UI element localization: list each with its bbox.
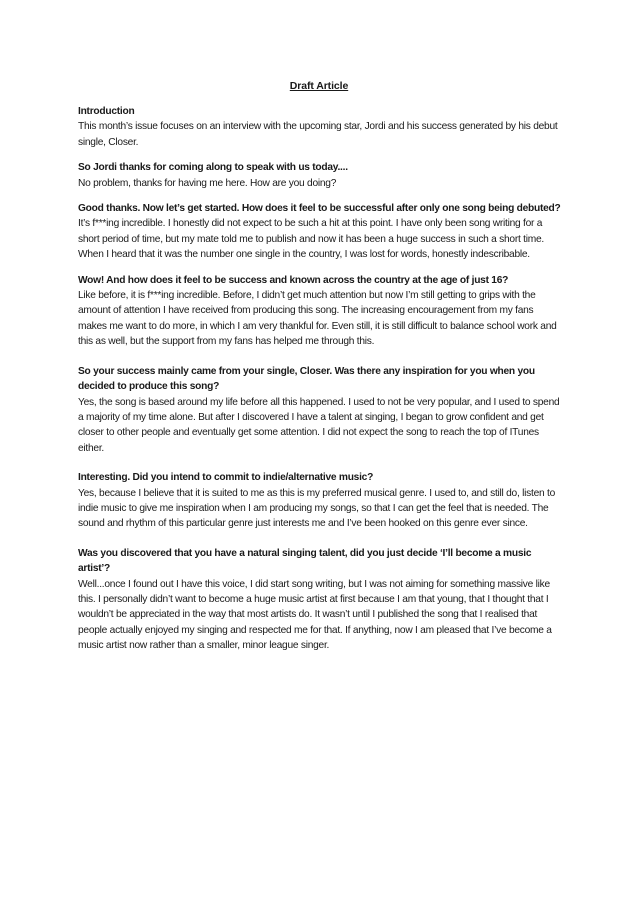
answer-2: It’s f***ing incredible. I honestly did not expect to be such a hit at this point. I have only been song writing for a short period of time, but my mate told me to publish and now it has been a huge success in such a short time. When I heard that it was the number one single in the country, I was lost for words, honestly indescribable. [78, 218, 544, 261]
question-3: Wow! And how does it feel to be success and known across the country at the age of just 16? [78, 274, 509, 286]
question-2: Good thanks. Now let’s get started. How does it feel to be successful after only one song being debuted? [78, 203, 561, 215]
answer-4: Yes, the song is based around my life before all this happened. I used to not be very popular, and I used to spend a majority of my time alone. But after I discovered I have a talent at singing, I began to grow confident and get closer to other people and eventually get some attention. I did not expect the song to reach the top of ITunes either. [78, 396, 560, 454]
qa-block-5 [78, 470, 564, 532]
question-6: Was you discovered that you have a natural singing talent, did you just decide ‘I’ll become a music artist’? [78, 547, 532, 575]
question-1: So Jordi thanks for coming along to speak with us today.... [78, 162, 348, 174]
qa-block-6 [78, 546, 564, 654]
question-5: Interesting. Did you intend to commit to indie/alternative music? [78, 472, 374, 484]
answer-6: Well...once I found out I have this voice, I did start song writing, but I was not aiming for something massive like this. I personally didn’t want to become a huge music artist at first because I am that young, that I thought that I wouldn’t be appreciated in the way that most artists do. It wasn’t until I published the song that I realised that people actually enjoyed my singing and respected me for that. If anything, now I am pleased that I’ve become a music artist now rather than a smaller, minor league singer. [78, 578, 552, 652]
answer-5: Yes, because I believe that it is suited to me as this is my preferred musical genre. I used to, and still do, listen to indie music to give me inspiration when I am producing my songs, so that I can get the feel that is needed. The sound and rhythm of this particular genre just interests me and I’ve been hooked on this genre ever since. [78, 487, 555, 530]
intro-section [78, 104, 564, 150]
answer-3: Like before, it is f***ing incredible. Before, I didn’t get much attention but now I’m still getting to grips with the amount of attention I have received from producing this song. The increasing encouragement from my fans makes me want to do more, in which I am very thankful for. Even still, it is still difficult to balance school work and this as well, but the support from my fans has helped me through this. [78, 290, 557, 348]
qa-block-4 [78, 364, 564, 456]
article-title: Draft Article [289, 80, 349, 92]
intro-text: This month’s issue focuses on an interview with the upcoming star, Jordi and his success generated by his debut single, Closer. [78, 121, 558, 148]
article-body [78, 104, 564, 654]
question-4: So your success mainly came from your single, Closer. Was there any inspiration for you when you decided to produce this song? [78, 365, 535, 393]
qa-block-3 [78, 273, 564, 350]
qa-block-2 [78, 201, 564, 263]
qa-block-1 [78, 160, 564, 191]
answer-1: No problem, thanks for having me here. How are you doing? [78, 177, 337, 189]
intro-heading: Introduction [78, 106, 135, 117]
